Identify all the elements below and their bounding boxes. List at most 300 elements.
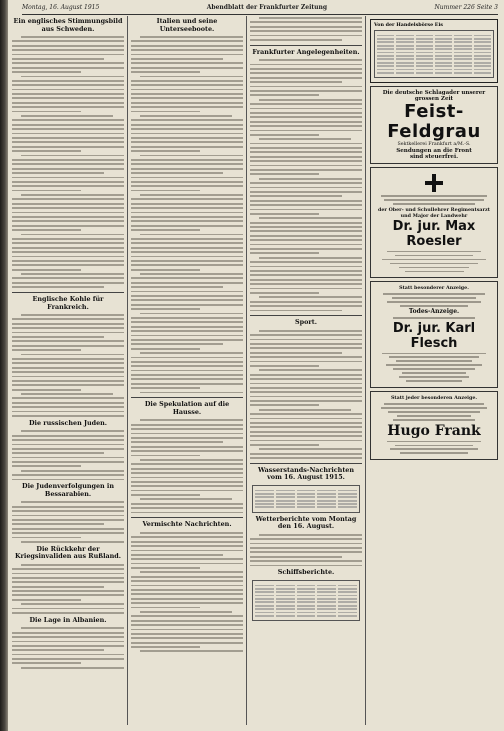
- text-line: [12, 318, 124, 320]
- table-cell: [255, 585, 274, 587]
- text-line: [12, 474, 124, 476]
- text-line: [12, 203, 124, 205]
- ad-text-line: [386, 364, 483, 366]
- text-line: [131, 172, 223, 174]
- text-line: [21, 273, 124, 275]
- text-line: [250, 30, 362, 32]
- text-line: [131, 598, 243, 600]
- table-cell: [297, 503, 316, 505]
- text-line: [131, 365, 243, 367]
- text-line: [250, 125, 362, 127]
- text-line: [250, 143, 362, 145]
- text-line: [250, 26, 362, 28]
- text-line: [140, 36, 243, 38]
- col1-headline4: Die Judenverfolgungen in Bessarabien.: [22, 482, 114, 498]
- table-cell: [276, 588, 295, 590]
- table-cell: [338, 506, 357, 508]
- frank-name: Hugo Frank: [387, 422, 481, 439]
- text-line: [250, 444, 319, 446]
- text-line: [140, 419, 243, 421]
- text-line: [131, 446, 243, 448]
- text-line: [250, 182, 362, 184]
- text-line: [131, 207, 243, 209]
- text-line: [131, 229, 200, 231]
- table-row: [255, 585, 357, 587]
- ad-text-line: [382, 259, 486, 261]
- table-cell: [276, 598, 295, 600]
- text-line: [131, 424, 243, 426]
- text-line: [12, 435, 124, 437]
- text-line: [131, 374, 243, 376]
- newspaper-page: [8, 0, 504, 731]
- text-line: [250, 187, 362, 189]
- text-line: [12, 128, 124, 130]
- text-line: [131, 159, 243, 161]
- table-cell: [276, 496, 295, 498]
- text-line: [12, 119, 124, 121]
- table-cell: [276, 595, 295, 597]
- text-line: [131, 512, 243, 514]
- text-line: [250, 200, 362, 202]
- text-line: [12, 439, 124, 441]
- text-line: [131, 387, 200, 389]
- text-line: [12, 229, 81, 231]
- text-line: [131, 558, 243, 560]
- table-cell: [396, 62, 413, 64]
- text-line: [131, 554, 223, 556]
- table-cell: [255, 503, 274, 505]
- table-cell: [454, 35, 471, 37]
- text-line: [250, 209, 362, 211]
- text-line: [12, 286, 104, 288]
- text-line: [250, 86, 362, 88]
- table-row: [255, 615, 357, 617]
- table-row: [377, 45, 491, 47]
- text-line: [131, 490, 243, 492]
- text-line: [12, 586, 104, 588]
- table-row: [255, 591, 357, 593]
- table-cell: [435, 55, 452, 57]
- text-line: [250, 383, 362, 385]
- col3-headline4: Wetterberichte vom Montag den 16. August.: [255, 514, 357, 531]
- table-cell: [435, 35, 452, 37]
- text-line: [131, 455, 200, 457]
- ad-text-line: [396, 360, 472, 362]
- text-line: [250, 400, 362, 402]
- text-line: [12, 220, 124, 222]
- table-cell: [416, 35, 433, 37]
- text-line: [12, 641, 124, 643]
- table-cell: [297, 595, 316, 597]
- table-cell: [297, 500, 316, 502]
- text-line: [131, 550, 243, 552]
- ad-text-line: [402, 372, 466, 374]
- text-line: [250, 252, 319, 254]
- text-line: [131, 185, 243, 187]
- table-cell: [297, 608, 316, 610]
- text-line: [12, 510, 124, 512]
- text-line: [131, 198, 243, 200]
- text-line: [12, 532, 124, 534]
- feldgrau-sub2: Sendungen an die Front: [396, 148, 472, 155]
- table-cell: [297, 598, 316, 600]
- text-line: [131, 124, 243, 126]
- text-line: [12, 238, 124, 240]
- table-cell: [276, 506, 295, 508]
- text-line: [250, 173, 319, 175]
- col2-headline3: Vermischte Nachrichten.: [142, 520, 232, 529]
- text-line: [131, 472, 243, 474]
- table-cell: [338, 595, 357, 597]
- text-line: [12, 371, 124, 373]
- table-cell: [317, 612, 336, 614]
- text-line: [131, 563, 243, 565]
- text-line: [250, 418, 362, 420]
- table-cell: [474, 62, 491, 64]
- text-line: [12, 198, 124, 200]
- table-cell: [317, 506, 336, 508]
- table-cell: [297, 490, 316, 492]
- ad-text-line: [384, 403, 483, 405]
- flesch-obituary: [370, 281, 498, 388]
- table-cell: [416, 52, 433, 54]
- ad-text-line: [387, 251, 481, 253]
- table-cell: [317, 490, 336, 492]
- table-cell: [435, 72, 452, 74]
- text-line: [131, 343, 223, 345]
- text-line: [131, 93, 243, 95]
- text-line: [12, 102, 124, 104]
- text-line: [12, 444, 124, 446]
- table-cell: [338, 615, 357, 617]
- text-line: [250, 226, 362, 228]
- table-cell: [338, 500, 357, 502]
- ad-text-line: [400, 452, 468, 454]
- text-line: [131, 463, 243, 465]
- text-line: [131, 212, 243, 214]
- text-line: [131, 106, 243, 108]
- text-line: [140, 155, 243, 157]
- text-line: [12, 479, 124, 481]
- text-line: [21, 564, 124, 566]
- table-cell: [276, 500, 295, 502]
- text-line: [131, 357, 243, 359]
- text-line: [140, 650, 243, 652]
- table-cell: [377, 41, 394, 43]
- table-cell: [435, 38, 452, 40]
- table-cell: [276, 601, 295, 603]
- ship-report-table: [252, 580, 360, 622]
- text-line: [131, 602, 243, 604]
- text-line: [250, 77, 362, 79]
- col3-headline3: Wasserstands-Nachrichten vom 16. August 1915.: [258, 465, 354, 482]
- table-cell: [474, 52, 491, 54]
- text-line: [12, 141, 124, 143]
- table-cell: [416, 55, 433, 57]
- table-cell: [377, 62, 394, 64]
- table-row: [255, 506, 357, 508]
- table-row: [255, 500, 357, 502]
- frank-obituary: [370, 391, 498, 460]
- table-row: [377, 62, 491, 64]
- table-cell: [255, 588, 274, 590]
- text-line: [131, 299, 243, 301]
- text-line: [131, 370, 243, 372]
- text-line: [131, 536, 243, 538]
- table-row: [255, 608, 357, 610]
- text-line: [12, 573, 124, 575]
- ad-text-line: [382, 353, 486, 355]
- text-line: [250, 248, 362, 250]
- text-line: [259, 59, 362, 61]
- text-line: [21, 501, 124, 503]
- text-line: [250, 339, 362, 341]
- text-line: [250, 165, 362, 167]
- text-line: [131, 485, 243, 487]
- column-1: [12, 16, 124, 725]
- col2-article2-text: [131, 418, 243, 514]
- text-line: [131, 589, 243, 591]
- text-line: [12, 376, 124, 378]
- table-cell: [255, 496, 274, 498]
- text-line: [250, 68, 362, 70]
- col2-headline1: Italien und seine Unterseeboote.: [156, 17, 218, 33]
- col3-weather-text: [250, 533, 362, 568]
- text-line: [12, 367, 124, 369]
- text-line: [12, 168, 124, 170]
- text-line: [131, 567, 200, 569]
- text-line: [12, 662, 81, 664]
- table-row: [377, 65, 491, 67]
- feldgrau-lead: Die deutsche Schlagader unserer grossen Zeit: [382, 90, 486, 103]
- text-line: [259, 257, 362, 259]
- table-row: [255, 490, 357, 492]
- roesler-name: Dr. jur. Max Roesler: [392, 218, 476, 249]
- table-cell: [396, 72, 413, 74]
- col1-article6-text: [12, 626, 124, 669]
- text-line: [131, 503, 243, 505]
- text-line: [140, 571, 243, 573]
- table-cell: [255, 601, 274, 603]
- table-cell: [377, 72, 394, 74]
- text-line: [131, 256, 243, 258]
- table-cell: [317, 503, 336, 505]
- text-line: [12, 282, 124, 284]
- text-line: [131, 163, 243, 165]
- text-line: [131, 637, 243, 639]
- text-line: [250, 538, 362, 540]
- text-line: [131, 203, 243, 205]
- page-edge: [0, 0, 8, 731]
- table-cell: [297, 588, 316, 590]
- text-line: [131, 481, 243, 483]
- exchange-box: [370, 19, 498, 83]
- flesch-box1: Statt besonderer Anzeige.: [399, 285, 469, 292]
- text-line: [140, 194, 243, 196]
- table-cell: [317, 595, 336, 597]
- text-line: [250, 169, 362, 171]
- text-line: [21, 603, 124, 605]
- text-line: [250, 35, 362, 37]
- table-cell: [255, 595, 274, 597]
- table-cell: [255, 615, 274, 617]
- col1-headline1: Ein englisches Stimmungsbild aus Schweden.: [13, 17, 123, 33]
- text-line: [131, 216, 243, 218]
- text-line: [12, 207, 124, 209]
- text-line: [131, 181, 243, 183]
- text-line: [131, 330, 243, 332]
- text-line: [250, 204, 362, 206]
- text-line: [12, 54, 124, 56]
- text-line: [259, 409, 351, 411]
- text-line: [12, 358, 124, 360]
- col2-headline2: Die Spekulation auf die Hausse.: [144, 400, 230, 416]
- table-cell: [416, 65, 433, 67]
- text-line: [12, 45, 124, 47]
- table-cell: [255, 490, 274, 492]
- table-cell: [338, 608, 357, 610]
- col1-article1-text: [12, 35, 124, 289]
- table-row: [255, 496, 357, 498]
- table-cell: [435, 65, 452, 67]
- text-line: [140, 459, 243, 461]
- text-line: [12, 264, 124, 266]
- flesch-box2: Todes-Anzeige.: [408, 307, 460, 315]
- text-line: [12, 336, 104, 338]
- table-cell: [317, 608, 336, 610]
- text-line: [21, 155, 124, 157]
- text-line: [21, 76, 124, 78]
- text-line: [12, 323, 124, 325]
- ad-text-line: [387, 301, 481, 303]
- table-cell: [255, 612, 274, 614]
- text-line: [131, 286, 223, 288]
- text-line: [140, 273, 243, 275]
- ad-text-line: [393, 203, 476, 205]
- text-line: [250, 274, 362, 276]
- text-line: [250, 334, 362, 336]
- header-date: Montag, 16. August 1915: [22, 3, 100, 11]
- text-line: [259, 217, 362, 219]
- table-cell: [255, 500, 274, 502]
- text-line: [12, 84, 124, 86]
- table-row: [255, 601, 357, 603]
- table-cell: [454, 55, 471, 57]
- text-line: [12, 150, 81, 152]
- text-line: [12, 177, 124, 179]
- feldgrau-sub3: sind steuerfrei.: [409, 154, 459, 161]
- table-cell: [396, 48, 413, 50]
- table-cell: [454, 72, 471, 74]
- table-cell: [377, 35, 394, 37]
- text-line: [131, 45, 243, 47]
- text-line: [131, 67, 243, 69]
- table-cell: [454, 38, 471, 40]
- text-line: [12, 269, 81, 271]
- col3-top-text: [250, 16, 362, 42]
- col3-article1-text: [250, 58, 362, 312]
- text-line: [12, 251, 124, 253]
- feldgrau-ad: [370, 86, 498, 164]
- col2-article1-text: [131, 35, 243, 394]
- text-line: [131, 282, 243, 284]
- text-line: [12, 599, 81, 601]
- text-line: [131, 335, 243, 337]
- text-line: [259, 138, 351, 140]
- text-line: [12, 581, 124, 583]
- text-line: [131, 348, 200, 350]
- text-line: [250, 288, 362, 290]
- text-line: [21, 194, 124, 196]
- table-cell: [454, 48, 471, 50]
- table-cell: [338, 496, 357, 498]
- text-line: [12, 172, 104, 174]
- text-line: [131, 304, 243, 306]
- table-cell: [396, 58, 413, 60]
- table-cell: [317, 605, 336, 607]
- text-line: [12, 608, 124, 610]
- text-line: [12, 654, 124, 656]
- column-3: [250, 16, 362, 725]
- table-cell: [474, 45, 491, 47]
- table-row: [255, 612, 357, 614]
- header-page-number: Nummer 226 Seite 3: [434, 3, 498, 11]
- text-line: [12, 411, 124, 413]
- table-cell: [396, 69, 413, 71]
- text-line: [250, 565, 362, 567]
- text-line: [12, 159, 124, 161]
- text-line: [250, 426, 362, 428]
- text-line: [250, 94, 319, 96]
- table-cell: [317, 601, 336, 603]
- table-cell: [454, 69, 471, 71]
- text-line: [12, 190, 81, 192]
- text-line: [259, 17, 362, 19]
- col1-article5-text: [12, 563, 124, 615]
- text-line: [12, 247, 124, 249]
- text-line: [131, 71, 200, 73]
- text-line: [250, 560, 362, 562]
- text-line: [12, 340, 124, 342]
- text-line: [131, 291, 243, 293]
- text-line: [12, 636, 124, 638]
- text-line: [131, 119, 243, 121]
- ad-text-line: [395, 445, 473, 447]
- text-line: [259, 178, 362, 180]
- table-cell: [396, 65, 413, 67]
- text-line: [12, 93, 124, 95]
- table-cell: [474, 55, 491, 57]
- table-row: [377, 41, 491, 43]
- table-cell: [377, 48, 394, 50]
- text-line: [250, 156, 362, 158]
- table-cell: [338, 503, 357, 505]
- text-line: [12, 590, 124, 592]
- text-line: [12, 523, 104, 525]
- table-cell: [435, 69, 452, 71]
- text-line: [131, 150, 200, 152]
- text-line: [12, 568, 124, 570]
- table-cell: [454, 52, 471, 54]
- table-cell: [338, 490, 357, 492]
- text-line: [12, 658, 124, 660]
- text-line: [250, 365, 319, 367]
- ad-text-line: [399, 376, 470, 378]
- text-line: [131, 433, 243, 435]
- roesler-lead: der Ober- und Schullehrer Regimentsarzt und Major der Landwehr: [377, 206, 491, 219]
- text-line: [12, 181, 124, 183]
- ad-text-line: [392, 297, 477, 299]
